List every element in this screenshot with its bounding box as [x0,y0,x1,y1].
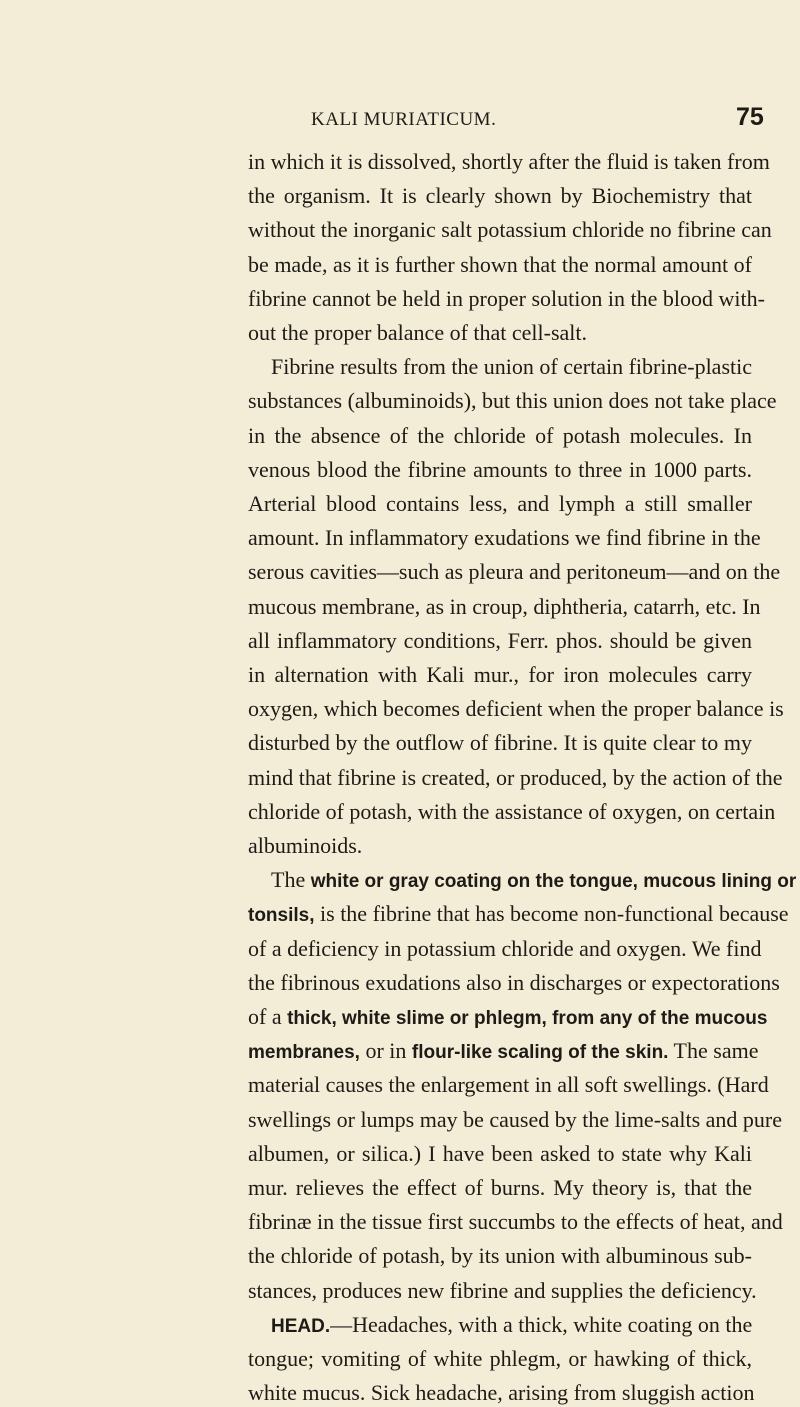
text-line: material causes the enlargement in all soft swellings. (Hard [248,1072,769,1098]
text-line: HEAD.—Headaches, with a thick, white coating on the [271,1311,753,1337]
text-line: The white or gray coating on the tongue, mucous lining or [271,867,797,893]
running-title: KALI MURIATICUM. [311,109,497,130]
text-line: in the absence of the chloride of potash molecules. In [248,422,752,448]
text-line: stances, produces new fibrine and supplies the deficiency. [248,1277,757,1303]
text-line: amount. In inflammatory exudations we find fibrine in the [248,525,761,551]
text-line: swellings or lumps may be caused by the lime-salts and pure [248,1106,782,1132]
text-line: the chloride of potash, by its union with albuminous sub- [248,1243,752,1269]
text-line: substances (albuminoids), but this union does not take place [248,388,777,414]
text-line: chloride of potash, with the assistance of oxygen, on certain [248,798,776,824]
text-line: tonsils, is the fibrine that has become non-functional because [248,901,789,927]
text-line: white mucus. Sick headache, arising from sluggish action [248,1380,755,1406]
text-line: of a thick, white slime or phlegm, from any of the mucous [248,1004,768,1029]
text-line: mur. relieves the effect of burns. My theory is, that the [248,1175,752,1200]
text-line: oxygen, which becomes deficient when the proper balance is [248,696,784,722]
text-line: fibrinæ in the tissue first succumbs to the effects of heat, and [248,1209,783,1235]
running-header [0,94,800,134]
text-line: disturbed by the outflow of fibrine. It is quite clear to my [248,730,752,756]
text-line: without the inorganic salt potassium chloride no fibrine can [248,217,772,243]
text-line: in which it is dissolved, shortly after the fluid is taken from [248,149,770,174]
text-line: venous blood the fibrine amounts to three in 1000 parts. [248,456,752,482]
text-line: all inflammatory conditions, Ferr. phos. should be given [248,627,752,653]
text-line: out the proper balance of that cell-salt. [248,320,588,345]
text-line: be made, as it is further shown that the normal amount of [248,251,752,277]
text-line: tongue; vomiting of white phlegm, or hawking of thick, [248,1346,752,1371]
text-line: mind that fibrine is created, or produced, by the action of the [248,764,783,790]
text-line: mucous membrane, as in croup, diphtheria, catarrh, etc. In [248,593,761,619]
text-line: serous cavities—such as pleura and peritoneum—and on the [248,559,781,585]
text-line: the organism. It is clearly shown by Biochemistry that [248,183,752,209]
text-line: of a deficiency in potassium chloride and oxygen. We find [248,935,762,961]
text-line: membranes, or in flour-like scaling of the skin. The same [248,1038,759,1064]
text-line: albumen, or silica.) I have been asked to state why Kali [248,1140,752,1166]
text-line: albuminoids. [248,833,363,858]
text-line: Fibrine results from the union of certain fibrine-plastic [271,354,752,380]
text-line: Arterial blood contains less, and lymph a still smaller [248,491,752,516]
page-number: 75 [736,103,764,131]
text-line: fibrine cannot be held in proper solution in the blood with- [248,285,765,311]
text-line: the fibrinous exudations also in discharges or expectorations [248,969,780,995]
text-line: in alternation with Kali mur., for iron molecules carry [248,662,752,687]
